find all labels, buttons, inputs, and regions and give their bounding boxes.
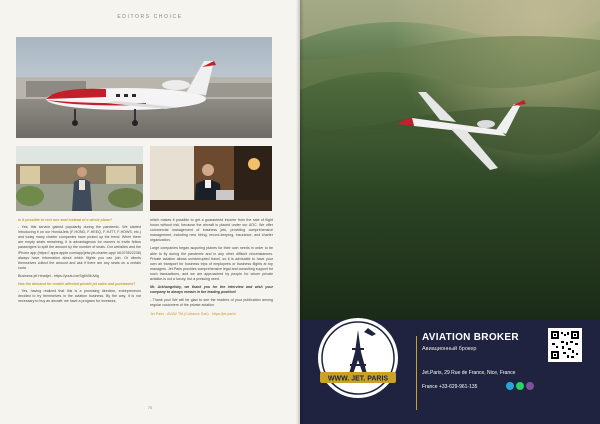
telegram-icon[interactable] bbox=[506, 382, 514, 390]
interview-photo-outdoor bbox=[16, 146, 143, 211]
answer-2: - Yes, having realized that this is a promising direction, entrepreneurs decided to try themselves in the aviation business. By the way, it is not necessary to buy an aircraft: we have a program for investors, bbox=[18, 289, 141, 304]
question-1: Is it possible to rent one seat instead of a whole plane? bbox=[18, 218, 113, 222]
jet-over-forest-photo bbox=[300, 0, 600, 325]
answer-1: - Yes, this service gained popularity during the pandemic. We started introducing it on our HondaJets (F-HOND, F-HEEQ, F-HJTT, F-HOWS, etc.) and today many charter companies have picked up the trend. When there are empty seats remaining, it is advantageous for owners to invite fellow passengers to split the amount by the number of seats. Our websites and the iPhone app (https:// apps.apple.com/app/jetw-jet-charter-app/ id1370522238) always have information about which flights you can join. Or clients themselves collect the amount and ask if there are any seats on a certain route. bbox=[18, 225, 141, 270]
ad-title: AVIATION BROKER bbox=[422, 332, 519, 343]
interview-photo-desk bbox=[150, 146, 272, 211]
ad-address: Jet.Paris, 29 Rue de France, Nice, France bbox=[422, 370, 516, 376]
article-column-1 bbox=[18, 218, 141, 307]
closing-question: Mr. Arkhangelsky, we thank you for the interview and wish your company to always remain in the leading position! bbox=[150, 285, 273, 295]
paragraph-2: Large companies began acquiring planes for their own needs in order to be able to fly during the pandemic and in any other difficult circumstances. Private aviation allows uninterrupted travel, so it is advisable to have your own air transport for business trips of employees or business flights at top managers. Jet.Paris provides comprehensive legal and consulting support for such transactions, and we are approached by people for whom private aviation is not a luxury, but a pressing need. bbox=[150, 246, 273, 282]
jet-paris-logo bbox=[314, 312, 402, 412]
page-gutter bbox=[296, 0, 304, 424]
qr-code[interactable] bbox=[548, 328, 582, 362]
paragraph-1: which makes it possible to get a guaranteed income from the sale of flight hours without risk, because the aircraft is placed under our AOC. We offer commercial management of business jets, providing comprehensive management, including new hiring, record-keeping, insurance, and charter organization. bbox=[150, 218, 273, 243]
ad-divider bbox=[416, 336, 417, 410]
closing-answer: - Thank you! We will be glad to see the readers of your publication among regular customers of the private aviation. bbox=[150, 298, 273, 308]
website-link[interactable]: Jet.Paris - AVIAV TM (Cofrance Sarl) - https://jet.paris/ bbox=[150, 311, 237, 316]
messenger-icons bbox=[506, 382, 534, 390]
logo-text: WWW. JET. PARIS bbox=[327, 375, 389, 383]
aviation-broker-ad bbox=[300, 320, 600, 424]
article-column-2 bbox=[150, 218, 273, 320]
page-number: 70 bbox=[147, 405, 153, 410]
video-link[interactable]: Business jet Headjet - https://youtu.be/Sg6h0kJvllg bbox=[18, 273, 99, 278]
question-2: Has the demand for mobile affected private jet sales and purchases? bbox=[18, 282, 136, 287]
viber-icon[interactable] bbox=[526, 382, 534, 390]
whatsapp-icon[interactable] bbox=[516, 382, 524, 390]
right-page bbox=[300, 0, 600, 424]
hondajet-photo bbox=[16, 37, 272, 138]
section-kicker: EDITORS CHOICE bbox=[117, 14, 183, 20]
ad-phone[interactable]: France +33-629-961-135 bbox=[422, 384, 478, 390]
ad-subtitle: Авиационный брокер bbox=[422, 346, 477, 352]
